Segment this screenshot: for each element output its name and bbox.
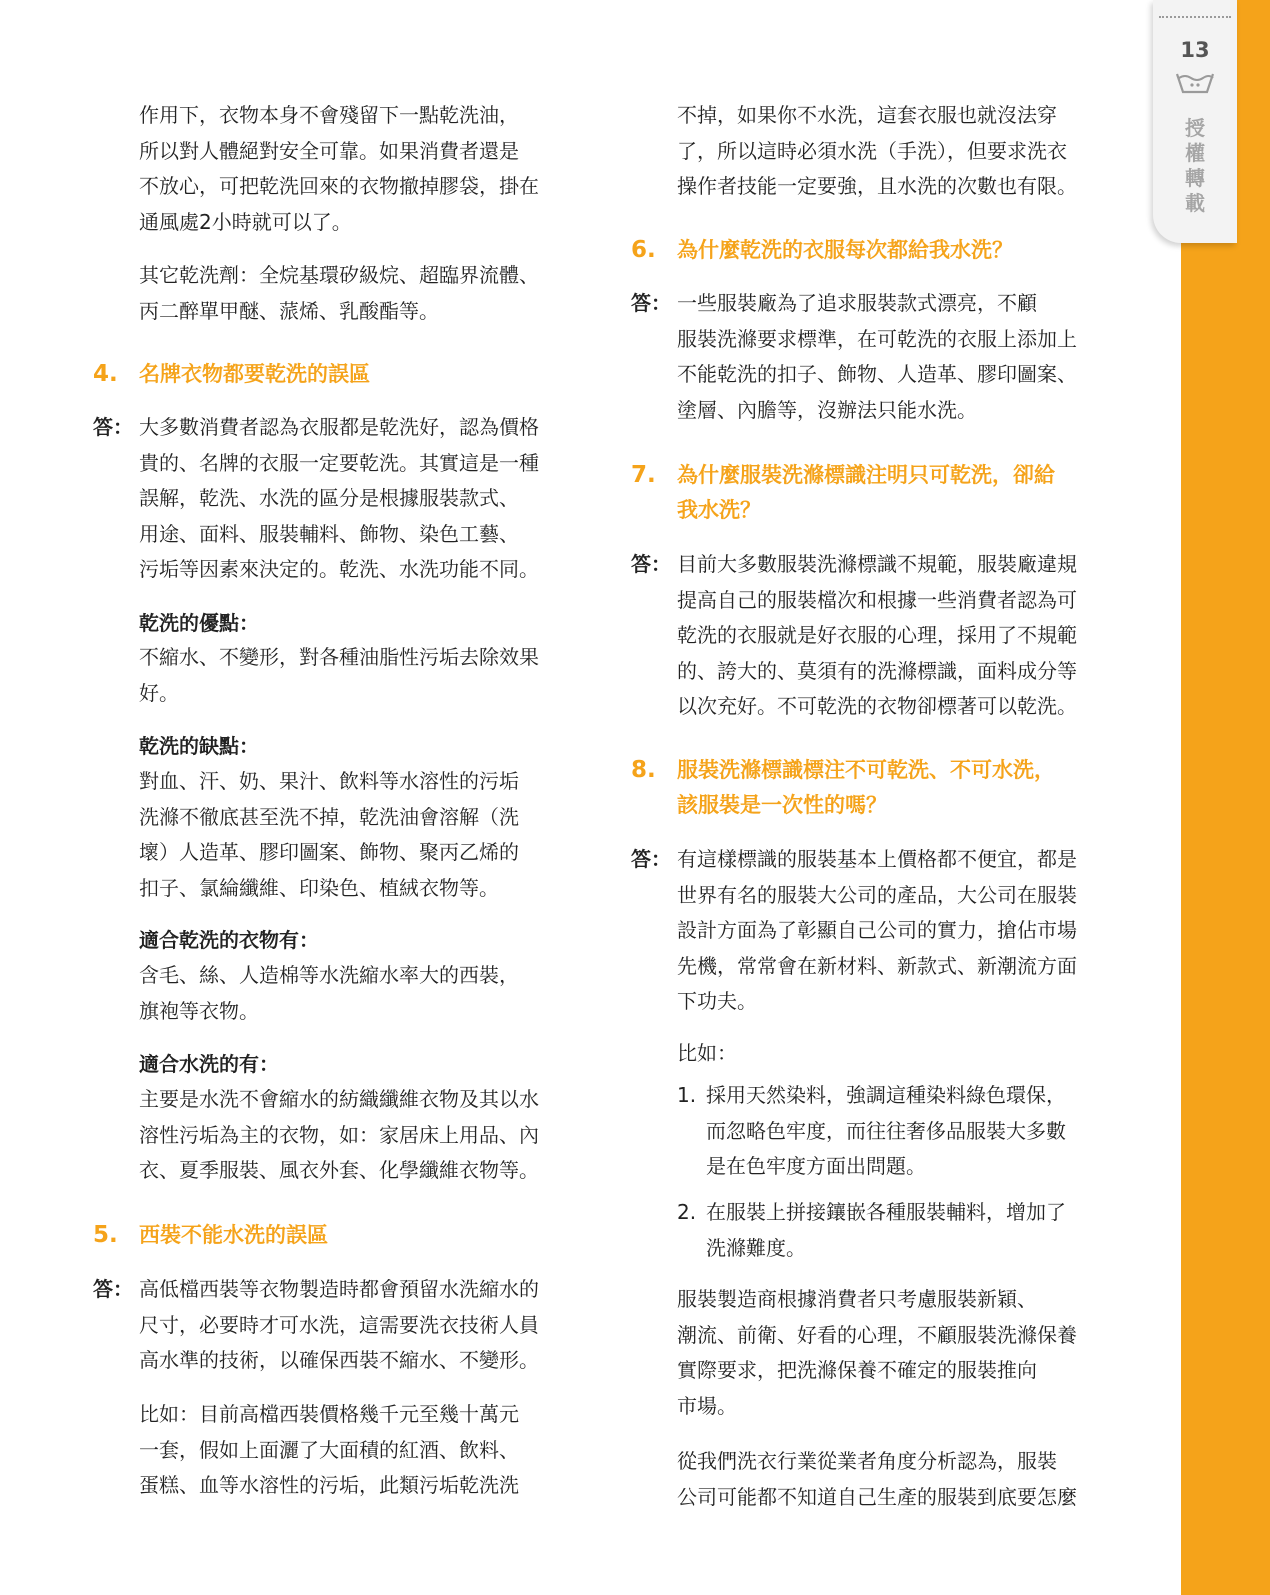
right-example-label: 比如： — [677, 1041, 737, 1065]
list-item-2-number: 2. — [677, 1200, 697, 1224]
side-tab — [1153, 0, 1237, 243]
left-example-paragraph: 比如：目前高檔西裝價格幾千元至幾十萬元 一套，假如上面灑了大面積的紅酒、飲料、 蛋糕、血等水溶性的污垢，此類污垢乾洗洗 — [139, 1402, 519, 1497]
question-4-number: 4. — [93, 361, 118, 387]
question-5-number: 5. — [93, 1222, 118, 1248]
answer-4-text: 大多數消費者認為衣服都是乾洗好，認為價格 貴的、名牌的衣服一定要乾洗。其實這是一種 誤解，乾洗、水洗的區分是根據服裝款式、 用途、面料、服裝輔料、飾物、染色工藝、 污垢等因素來決定的。乾洗、水洗功能不同。 — [139, 415, 539, 581]
question-5-title: 西裝不能水洗的誤區 — [139, 1223, 328, 1247]
tab-label — [1153, 116, 1237, 216]
question-7-number: 7. — [631, 462, 656, 488]
tab-dotted-line — [1159, 16, 1231, 18]
answer-7-text: 目前大多數服裝洗滌標識不規範，服裝廠違規 提高自己的服裝檔次和根據一些消費者認為可 乾洗的衣服就是好衣服的心理，採用了不規範 的、誇大的、莫須有的洗滌標識，面料成分等 以次充好。不可乾洗的衣物卻標著可以乾洗。 — [677, 552, 1077, 718]
right-paragraph-3: 從我們洗衣行業從業者角度分析認為，服裝 公司可能都不知道自己生產的服裝到底要怎麼 — [677, 1449, 1077, 1509]
answer-5-label: 答： — [93, 1277, 133, 1301]
dry-pros-text: 不縮水、不變形，對各種油脂性污垢去除效果 好。 — [139, 645, 539, 705]
dry-cons-text: 對血、汗、奶、果汁、飲料等水溶性的污垢 洗滌不徹底甚至洗不掉，乾洗油會溶解（洗 壞）人造革、膠印圖案、飾物、聚丙乙烯的 扣子、氯綸纖維、印染色、植絨衣物等。 — [139, 769, 519, 900]
dry-cons-title: 乾洗的缺點： — [139, 734, 259, 758]
tab-label-char: 權 — [1185, 141, 1205, 165]
tab-label-char: 載 — [1185, 191, 1205, 215]
tab-label-char: 授 — [1185, 116, 1205, 140]
list-item-1-number: 1. — [677, 1083, 697, 1107]
answer-7-label: 答： — [631, 552, 671, 576]
right-paragraph-1: 不掉，如果你不水洗，這套衣服也就沒法穿 了，所以這時必須水洗（手洗），但要求洗衣 操作者技能一定要強，且水洗的次數也有限。 — [677, 103, 1077, 198]
fit-dry-text: 含毛、絲、人造棉等水洗縮水率大的西裝， 旗袍等衣物。 — [139, 963, 519, 1023]
question-6-title: 為什麼乾洗的衣服每次都給我水洗？ — [677, 238, 1013, 262]
page-number: 13 — [1180, 38, 1210, 62]
left-paragraph-2: 其它乾洗劑：全烷基環矽級烷、超臨界流體、 丙二醉單甲醚、蒎烯、乳酸酯等。 — [139, 263, 539, 323]
question-8-number: 8. — [631, 757, 656, 783]
answer-5-text: 高低檔西裝等衣物製造時都會預留水洗縮水的 尺寸，必要時才可水洗，這需要洗衣技術人員 高水準的技術，以確保西裝不縮水、不變形。 — [139, 1277, 539, 1372]
right-paragraph-2: 服裝製造商根據消費者只考慮服裝新穎、 潮流、前衛、好看的心理，不顧服裝洗滌保養 實際要求，把洗滌保養不確定的服裝推向 市場。 — [677, 1287, 1077, 1418]
answer-6-label: 答： — [631, 291, 671, 315]
list-item-1-text: 採用天然染料，強調這種染料綠色環保， 而忽略色牢度，而往往奢侈品服裝大多數 是在色牢度方面出問題。 — [706, 1083, 1066, 1178]
fit-wet-text: 主要是水洗不會縮水的紡織纖維衣物及其以水 溶性污垢為主的衣物，如：家居床上用品、內 衣、夏季服裝、風衣外套、化學纖維衣物等。 — [139, 1087, 539, 1182]
answer-4-label: 答： — [93, 415, 133, 439]
left-paragraph-1: 作用下，衣物本身不會殘留下一點乾洗油， 所以對人體絕對安全可靠。如果消費者還是 不放心，可把乾洗回來的衣物撤掉膠袋，掛在 通風處2小時就可以了。 — [139, 103, 539, 234]
answer-8-label: 答： — [631, 847, 671, 871]
dry-pros-title: 乾洗的優點： — [139, 611, 259, 635]
washing-tub-icon — [1175, 70, 1215, 94]
tab-label-char: 轉 — [1185, 166, 1205, 190]
list-item-2-text: 在服裝上拼接鑲嵌各種服裝輔料，增加了 洗滌難度。 — [706, 1200, 1066, 1260]
fit-dry-title: 適合乾洗的衣物有： — [139, 928, 319, 952]
question-4-title: 名牌衣物都要乾洗的誤區 — [139, 362, 370, 386]
question-7-title: 為什麼服裝洗滌標識注明只可乾洗，卻給 我水洗？ — [677, 463, 1055, 522]
question-8-title: 服裝洗滌標識標注不可乾洗、不可水洗， 該服裝是一次性的嗎？ — [677, 758, 1055, 817]
answer-6-text: 一些服裝廠為了追求服裝款式漂亮，不顧 服裝洗滌要求標準，在可乾洗的衣服上添加上 不能乾洗的扣子、飾物、人造革、膠印圖案、 塗層、內膽等，沒辦法只能水洗。 — [677, 291, 1077, 422]
question-6-number: 6. — [631, 237, 656, 263]
answer-8-text: 有這樣標識的服裝基本上價格都不便宜，都是 世界有名的服裝大公司的產品，大公司在服裝 設計方面為了彰顯自己公司的實力，搶佔市場 先機，常常會在新材料、新款式、新潮流方面 下功夫。 — [677, 847, 1077, 1013]
fit-wet-title: 適合水洗的有： — [139, 1052, 279, 1076]
